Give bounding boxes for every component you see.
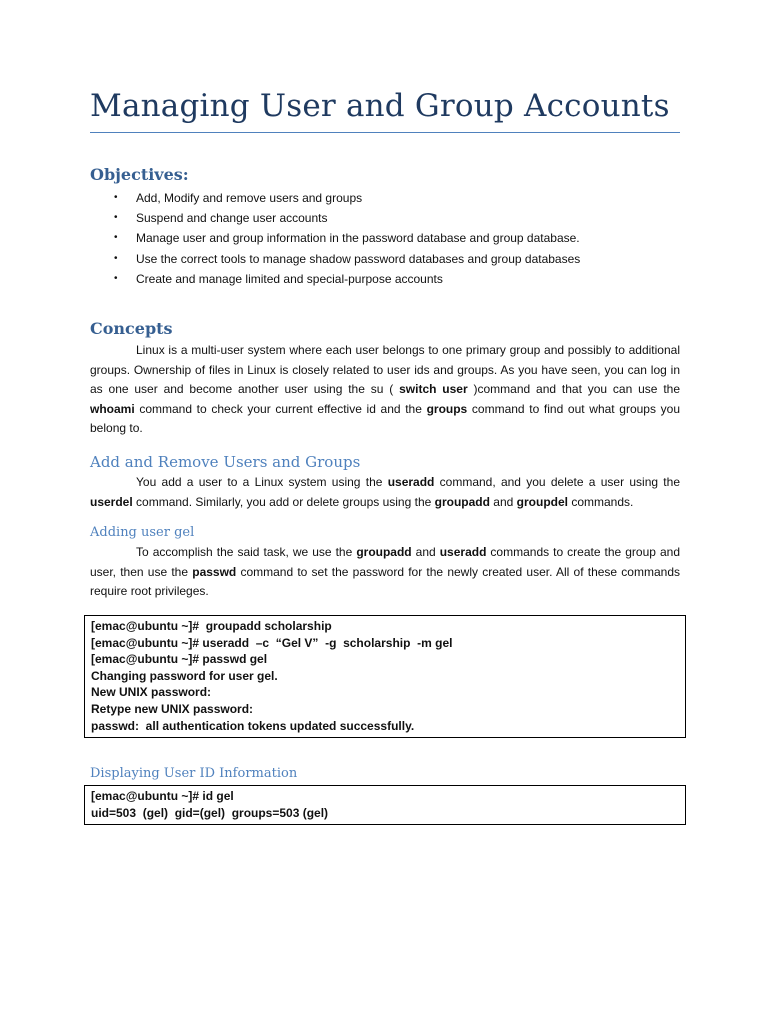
bullet-icon: •: [114, 192, 118, 203]
display-id-heading: Displaying User ID Information: [90, 766, 298, 781]
objectives-list: [90, 188, 580, 289]
code-line: [emac@ubuntu ~]# id gel: [91, 789, 234, 803]
list-item: • Suspend and change user accounts: [90, 208, 580, 228]
code-line: uid=503 (gel) gid=(gel) groups=503 (gel): [91, 805, 329, 820]
concepts-heading: Concepts: [90, 319, 173, 338]
code-line: [emac@ubuntu ~]# passwd gel: [91, 652, 268, 667]
adding-user-heading: Adding user gel: [90, 525, 195, 540]
title-underline: [90, 132, 680, 133]
list-item: • Manage user and group information in the password database and group database.: [90, 228, 580, 248]
concepts-paragraph: Linux is a multi-user system where each user belongs to one primary group and possibly to additional groups. Ownership of files in Linux is closely related to user ids and groups. As you have seen, you can log in as one user and become another user using the su ( switch user )command and that you can use the whoami command to check your current effective id and the groups command to find out what groups you belong to.: [90, 343, 680, 436]
bullet-icon: •: [114, 212, 118, 224]
bullet-icon: •: [114, 232, 118, 244]
add-remove-heading: Add and Remove Users and Groups: [90, 453, 361, 471]
adding-user-paragraph: To accomplish the said task, we use the groupadd and useradd commands to create the group and user, then use the passwd command to set the password for the newly created user. All of these commands require root privileges.: [90, 545, 680, 599]
code-line: [emac@ubuntu ~]# useradd –c “Gel V” -g scholarship -m gel: [91, 635, 453, 650]
code-line: New UNIX password:: [91, 685, 212, 700]
code-block-id: [84, 785, 686, 825]
bullet-icon: •: [114, 252, 118, 264]
bullet-icon: •: [114, 272, 118, 284]
code-block-add-user: [84, 615, 686, 738]
list-item: • Create and manage limited and special-purpose accounts: [90, 269, 580, 289]
page-title: Managing User and Group Accounts: [90, 88, 670, 124]
list-item: • Use the correct tools to manage shadow password databases and group databases: [90, 249, 580, 269]
code-line: passwd: all authentication tokens updated successfully.: [91, 718, 415, 733]
objectives-heading: Objectives:: [90, 165, 189, 184]
add-remove-paragraph: You add a user to a Linux system using the useradd command, and you delete a user using the userdel command. Similarly, you add or delete groups using the groupadd and groupdel commands.: [90, 475, 680, 509]
code-line: Retype new UNIX password:: [91, 701, 254, 716]
code-line: Changing password for user gel.: [91, 668, 278, 683]
code-line: [emac@ubuntu ~]# groupadd scholarship: [91, 619, 332, 633]
list-item: • Add, Modify and remove users and groups: [90, 188, 580, 208]
